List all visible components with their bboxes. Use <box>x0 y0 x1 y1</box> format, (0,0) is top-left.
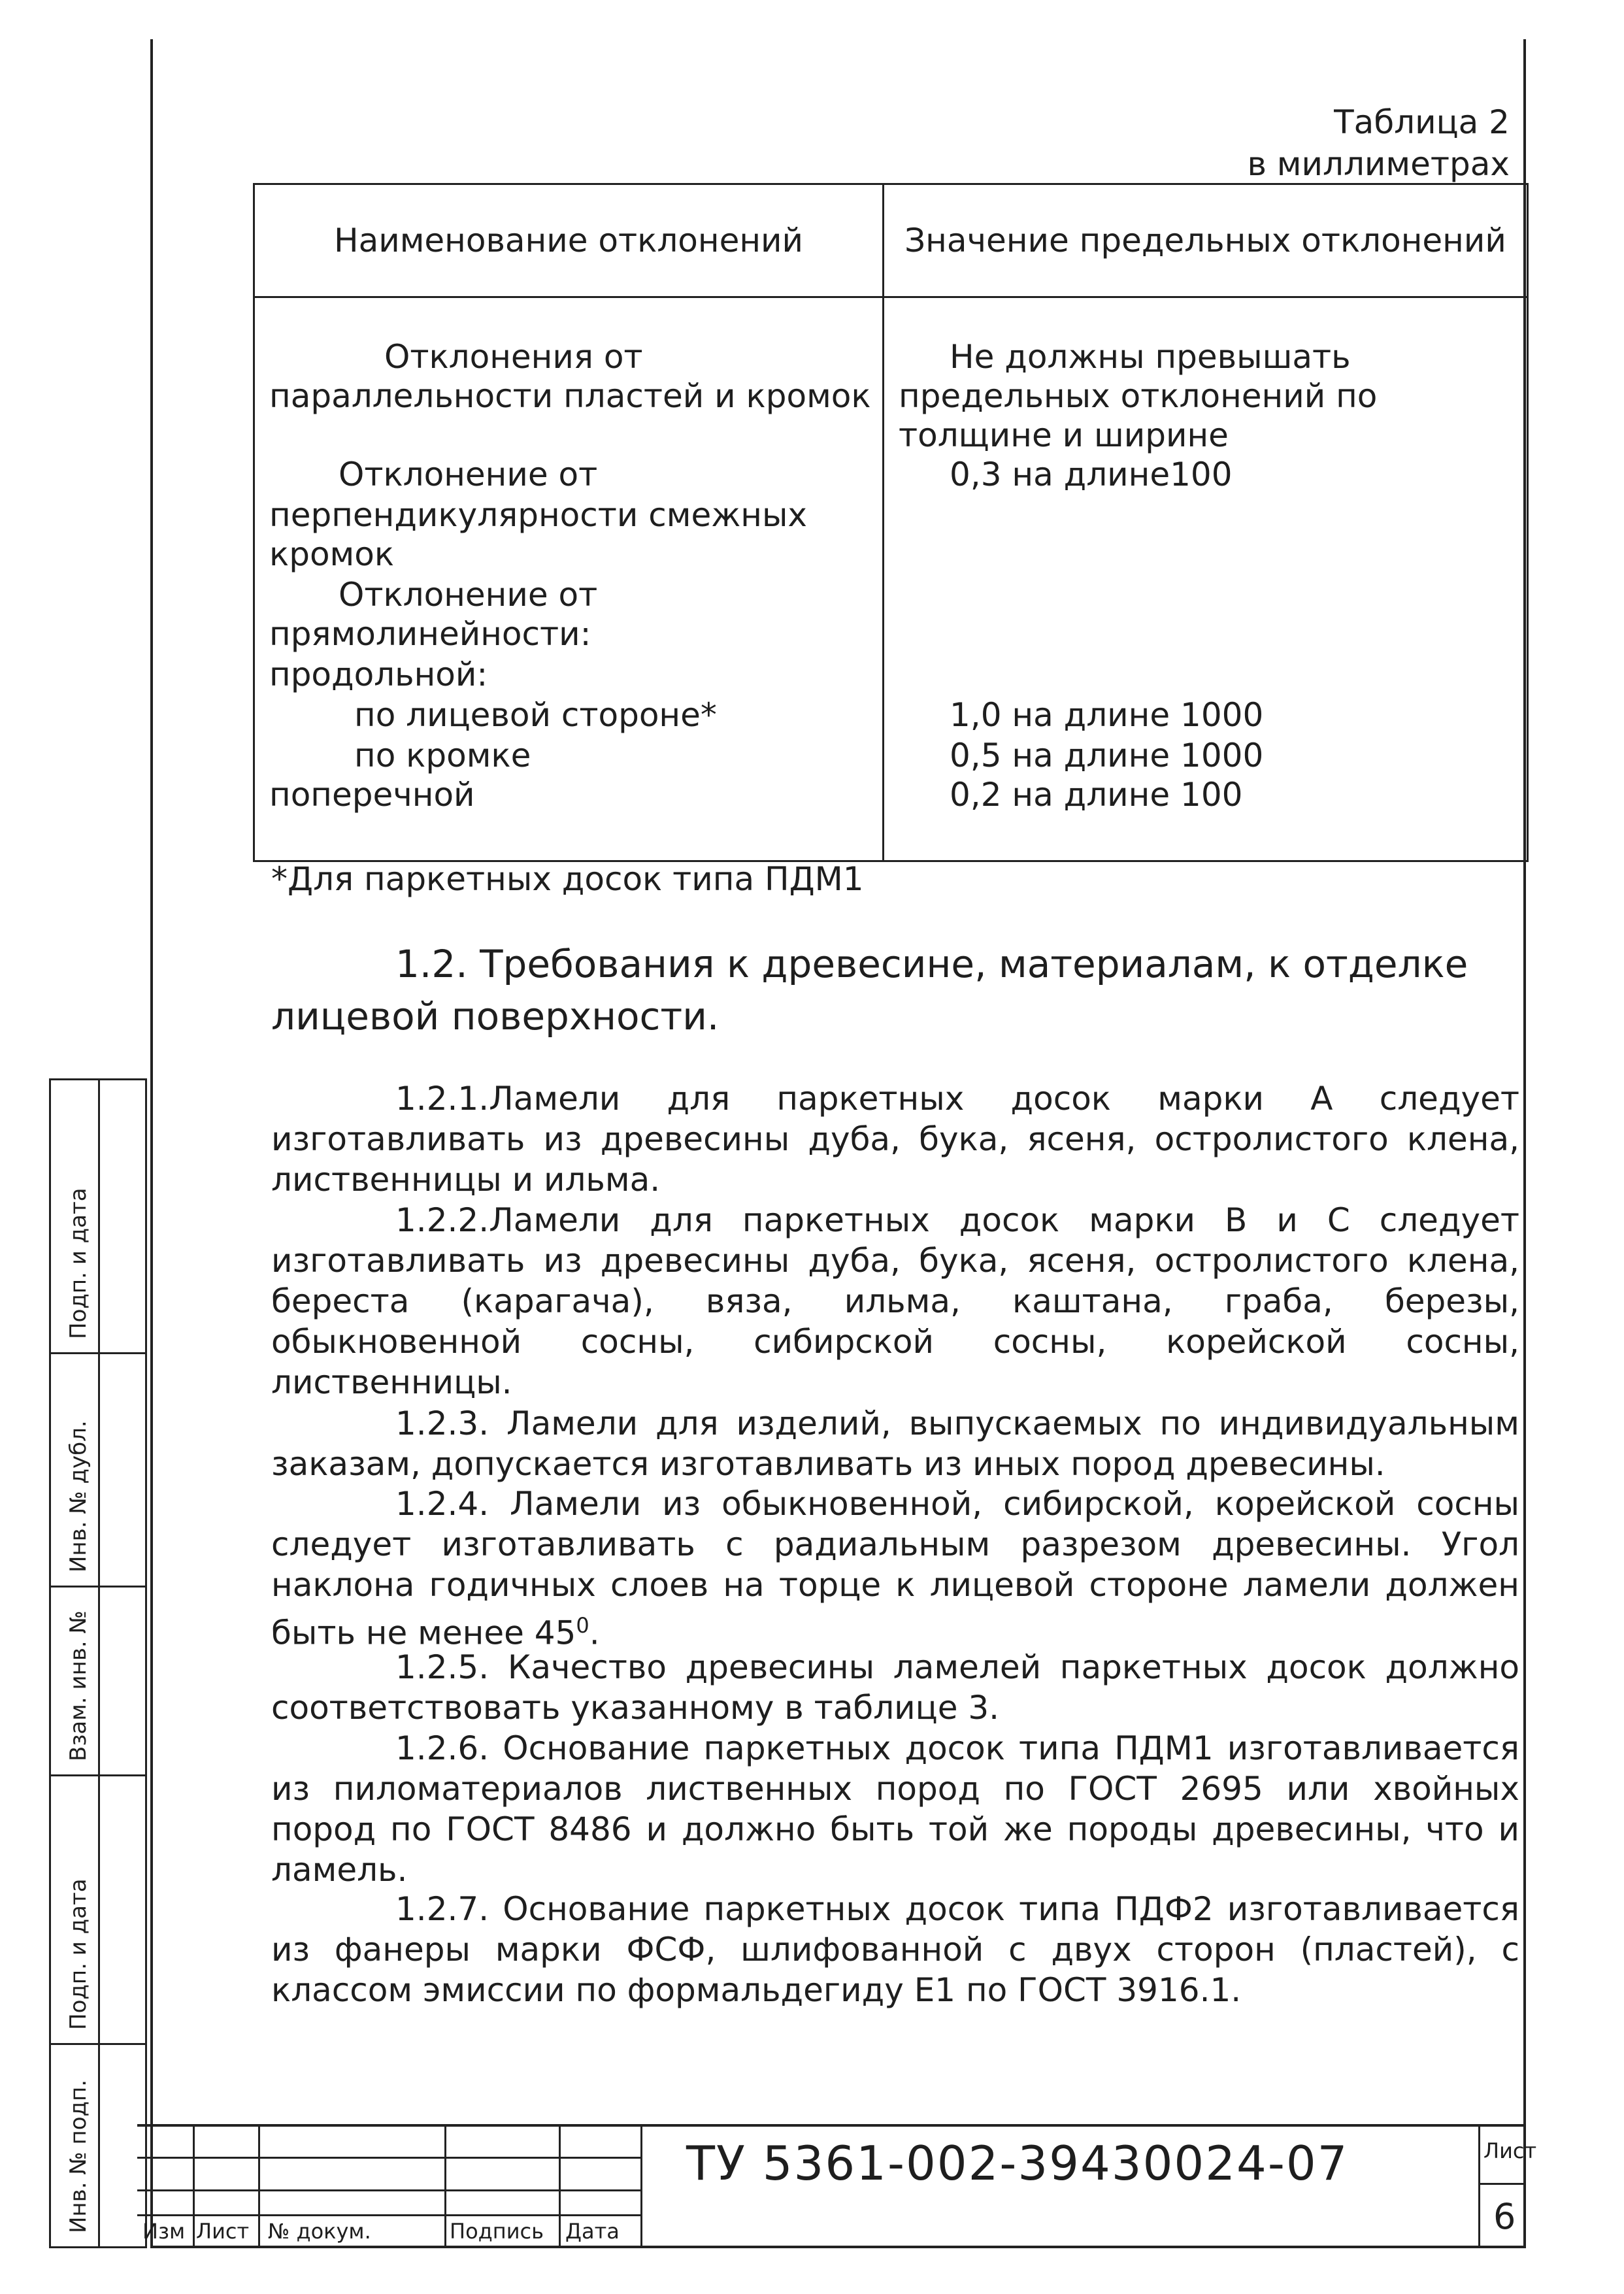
table-row-text: Не должны превышать <box>950 338 1351 376</box>
paragraph-text: 1.2.1.Ламели для паркетных досок марки А следует изготавливать из древесины дуба, бука, ясеня, остролистого клена, лиственницы и ильма. <box>271 1080 1519 1199</box>
paragraph-text: 1.2.2.Ламели для паркетных досок марки В и С следует изготавливать из древесины дуба, бука, ясеня, остролистого клена, береста (карагача), вяза, ильма, каштана, граба, березы, обыкновенной сосны, сибирской сосны, корейской сосны, лиственницы. <box>271 1201 1519 1401</box>
sheet-number: 6 <box>1493 2196 1516 2237</box>
stamp-col-sheet: Лист <box>196 2219 250 2244</box>
stamp-col-date: Дата <box>565 2219 620 2244</box>
paragraph-text: 1.2.3. Ламели для изделий, выпускаемых по индивидуальным заказам, допускается изготавливать из иных пород древесины. <box>271 1405 1519 1483</box>
table-row-text: 0,5 на длине 1000 <box>950 737 1264 774</box>
sidebar-cell <box>49 2043 147 2248</box>
table-row-text: продольной: <box>269 656 488 693</box>
table-row-text: кромок <box>269 535 395 573</box>
table-header-name: Наименование отклонений <box>254 184 884 297</box>
paragraph <box>271 1200 1519 1403</box>
paragraph-text: 1.2.7. Основание паркетных досок типа ПДФ2 изготавливается из фанеры марки ФСФ, шлифованной с двух сторон (пластей), с классом эмиссии по формальдегиду Е1 по ГОСТ 3916.1. <box>271 1890 1519 2009</box>
table-header-value: Значение предельных отклонений <box>884 184 1528 297</box>
sidebar-label: Подп. и дата <box>65 1188 91 1339</box>
sidebar-label: Взам. инв. № <box>65 1610 91 1761</box>
table-footnote: *Для паркетных досок типа ПДМ1 <box>271 860 864 898</box>
table-cell-names <box>254 297 884 861</box>
table-row-text: толщине и ширине <box>899 416 1229 454</box>
paragraph <box>271 1403 1519 1484</box>
sidebar-cell <box>49 1774 147 2045</box>
table-row-text: 0,2 на длине 100 <box>950 776 1243 814</box>
paragraph <box>271 1078 1519 1200</box>
table-row-text: прямолинейности: <box>269 615 591 653</box>
stamp-col-change: Изм <box>142 2219 186 2244</box>
document-code: ТУ 5361-002-39430024-07 <box>686 2136 1349 2191</box>
table-row-text: по лицевой стороне* <box>354 696 717 734</box>
sidebar-cell <box>49 1078 147 1354</box>
sidebar-label: Инв. № подп. <box>65 2079 91 2233</box>
paragraph: 1.2.4. Ламели из обыкновенной, сибирской, корейской сосны следует изготавливать с радиальным разрезом древесины. Угол наклона годичных слоев на торце к лицевой стороне ламели должен быть не менее $45^0$. <box>271 1485 1519 1652</box>
degree-superscript: 0 <box>576 1613 589 1638</box>
paragraph-text: 1.2.5. Качество древесины ламелей паркетных досок должно соответствовать указанному в таблице 3. <box>271 1648 1519 1727</box>
table-row-text: 1,0 на длине 1000 <box>950 696 1264 734</box>
table-row-text: поперечной <box>269 776 475 814</box>
sheet-label: Лист <box>1483 2138 1537 2163</box>
paragraph-text: 1.2.6. Основание паркетных досок типа ПДМ1 изготавливается из пиломатериалов лиственных пород по ГОСТ 2695 или хвойных пород по ГОСТ 8486 и должно быть той же породы древесины, что и ламель. <box>271 1729 1519 1889</box>
stamp-col-signature: Подпись <box>450 2219 544 2244</box>
deviations-table <box>253 183 1529 862</box>
table-caption-title: Таблица 2 <box>1334 103 1510 141</box>
stamp-col-document: № докум. <box>268 2219 371 2244</box>
table-cell-values <box>884 297 1528 861</box>
paragraph-text: 1.2.4. Ламели из обыкновенной, сибирской, корейской сосны следует изготавливать с радиальным разрезом древесины. Угол наклона годичных слоев на торце к лицевой стороне ламели должен быть не менее 45 <box>271 1485 1519 1652</box>
paragraph <box>271 1728 1519 1890</box>
table-row-text: Отклонение от <box>339 456 598 493</box>
table-row-text: Отклонение от <box>339 576 598 614</box>
sidebar-label: Инв. № дубл. <box>65 1420 91 1572</box>
sidebar-label: Подп. и дата <box>65 1878 91 2030</box>
sidebar-cell <box>49 1352 147 1588</box>
table-row-text: предельных отклонений по <box>899 377 1378 415</box>
table-row-text: перпендикулярности смежных <box>269 496 808 534</box>
table-row-text: параллельности пластей и кромок <box>269 377 871 415</box>
section-heading: 1.2. Требования к древесине, материалам, к отделке лицевой поверхности. <box>271 942 1468 1039</box>
sidebar-cell <box>49 1586 147 1776</box>
table-row-text: 0,3 на длине100 <box>950 456 1233 493</box>
table-row-text: по кромке <box>354 737 531 774</box>
table-caption-units: в миллиметрах <box>1247 145 1510 183</box>
paragraph <box>271 1647 1519 1728</box>
paragraph <box>271 1889 1519 2010</box>
table-row-text: Отклонения от <box>384 338 643 376</box>
